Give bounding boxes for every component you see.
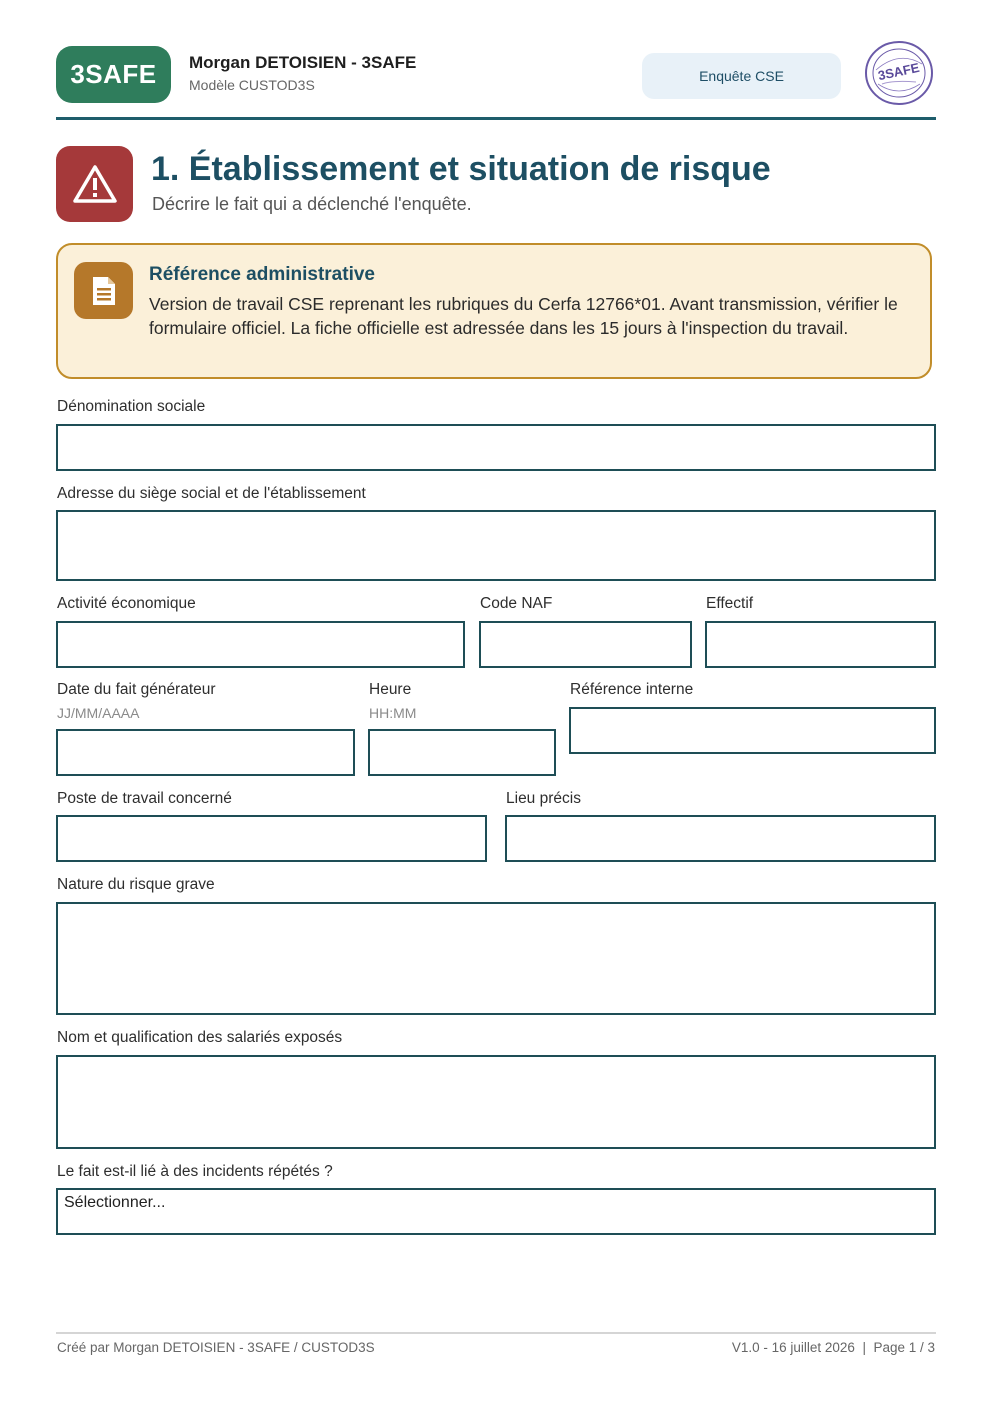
event-date-label: Date du fait générateur — [57, 681, 216, 698]
location-label: Lieu précis — [506, 790, 581, 807]
naf-code-input[interactable] — [479, 621, 692, 668]
event-date-input[interactable] — [56, 729, 355, 776]
time-input[interactable] — [368, 729, 556, 776]
organization-name: Morgan DETOISIEN - 3SAFE — [189, 53, 417, 72]
workstation-input[interactable] — [56, 815, 487, 862]
document-icon — [91, 275, 117, 307]
address-label: Adresse du siège social et de l'établissement — [57, 485, 366, 502]
warning-triangle-icon — [72, 164, 118, 204]
headcount-label: Effectif — [706, 595, 754, 612]
repeated-incidents-label: Le fait est-il lié à des incidents répétés ? — [57, 1163, 333, 1180]
footer-version-page: V1.0 - 16 juillet 2026 | Page 1 / 3 — [731, 1340, 935, 1355]
naf-code-label: Code NAF — [480, 595, 553, 612]
section-title: 1. Établissement et situation de risque — [151, 150, 771, 188]
location-input[interactable] — [505, 815, 936, 862]
time-label: Heure — [369, 681, 412, 698]
footer-author: Créé par Morgan DETOISIEN - 3SAFE / CUSTOD3S — [57, 1340, 375, 1355]
repeated-incidents-value: Sélectionner... — [64, 1194, 166, 1211]
workstation-label: Poste de travail concerné — [57, 790, 232, 807]
notice-body: Version de travail CSE reprenant les rubriques du Cerfa 12766*01. Avant transmission, vérifier le formulaire officiel. La fiche officielle est adressée dans les 15 jours à l'inspection du travail. — [149, 294, 898, 338]
event-date-hint: JJ/MM/AAAA — [57, 705, 140, 721]
risk-nature-label: Nature du risque grave — [57, 876, 215, 893]
time-hint: HH:MM — [369, 705, 417, 721]
activity-label: Activité économique — [57, 595, 196, 612]
exposed-employees-textarea[interactable] — [56, 1055, 936, 1149]
exposed-employees-label: Nom et qualification des salariés exposés — [57, 1029, 343, 1046]
notice-icon-box — [74, 262, 133, 319]
badge-label: Enquête CSE — [699, 68, 784, 84]
denomination-label: Dénomination sociale — [57, 398, 206, 415]
internal-reference-label: Référence interne — [570, 681, 694, 698]
stamp-seal — [864, 40, 934, 106]
company-logo — [56, 46, 171, 103]
headcount-input[interactable] — [705, 621, 936, 668]
document-type-badge — [642, 53, 841, 99]
risk-nature-textarea[interactable] — [56, 902, 936, 1015]
logo-text: 3SAFE — [70, 59, 157, 89]
section-warning-badge — [56, 146, 133, 222]
footer-divider — [56, 1332, 936, 1334]
section-subtitle: Décrire le fait qui a déclenché l'enquête. — [152, 194, 472, 214]
denomination-input[interactable] — [56, 424, 936, 471]
model-name: Modèle CUSTOD3S — [189, 77, 315, 93]
notice-title: Référence administrative — [149, 264, 375, 285]
stamp-text: 3SAFE — [876, 59, 921, 84]
internal-reference-input[interactable] — [569, 707, 936, 754]
repeated-incidents-select[interactable] — [56, 1188, 936, 1235]
activity-input[interactable] — [56, 621, 465, 668]
address-textarea[interactable] — [56, 510, 936, 581]
header-divider — [56, 117, 936, 120]
